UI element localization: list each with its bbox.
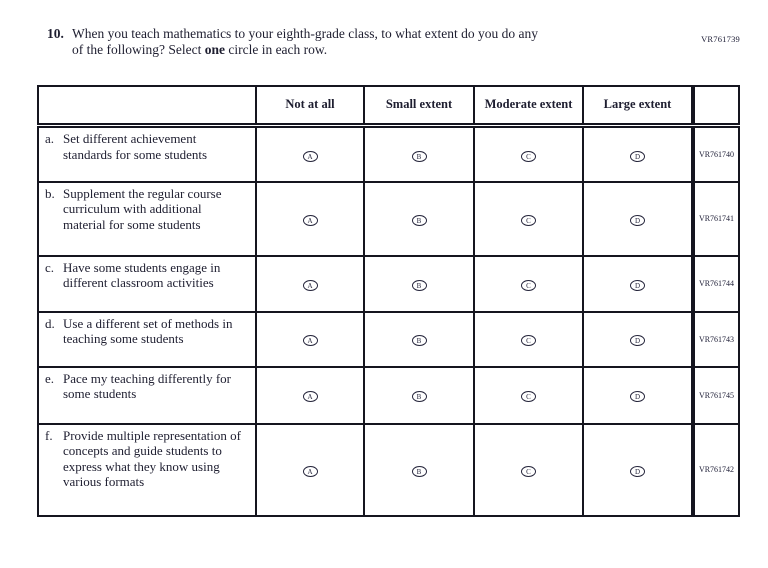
answer-circle[interactable]: D (630, 151, 645, 162)
answer-circle[interactable]: D (630, 466, 645, 477)
answer-circle[interactable]: B (412, 151, 427, 162)
answer-circle[interactable]: A (303, 280, 318, 291)
header-small-extent: Small extent (364, 86, 474, 126)
row-f-letter: f. (45, 427, 53, 443)
answer-circle[interactable]: A (303, 391, 318, 402)
answer-circle[interactable]: B (412, 335, 427, 346)
table-row-f (38, 424, 739, 516)
page-accession-code: VR761739 (701, 34, 740, 44)
answer-circle[interactable]: B (412, 280, 427, 291)
question-block (47, 26, 738, 59)
row-b-option-large-extent (583, 182, 693, 256)
header-not-at-all: Not at all (256, 86, 364, 126)
answer-circle[interactable]: C (521, 151, 536, 162)
answer-circle[interactable]: C (521, 466, 536, 477)
header-large-extent: Large extent (583, 86, 693, 126)
row-c-option-large-extent (583, 256, 693, 312)
row-e-option-large-extent (583, 367, 693, 424)
question-number: 10. (47, 26, 64, 41)
row-f-text: Provide multiple representation of concepts and guide students to express what they know using various formats (63, 427, 241, 489)
row-e-letter: e. (45, 370, 55, 386)
header-code-blank (693, 86, 739, 126)
question-bold-word: one (204, 42, 225, 58)
row-e-option-small-extent (364, 367, 474, 424)
answer-circle[interactable]: B (412, 391, 427, 402)
row-a-code: VR761740 (693, 126, 739, 182)
answer-circle[interactable]: C (521, 215, 536, 226)
row-b-option-moderate-extent (474, 182, 583, 256)
row-f-option-not-at-all (256, 424, 364, 516)
row-b-option-not-at-all (256, 182, 364, 256)
row-b-text: Supplement the regular course curriculum with additional material for some students (63, 185, 222, 232)
row-e-option-not-at-all (256, 367, 364, 424)
answer-circle[interactable]: D (630, 391, 645, 402)
row-f-option-moderate-extent (474, 424, 583, 516)
row-c-code: VR761744 (693, 256, 739, 312)
row-f-stem (38, 424, 256, 516)
row-a-option-small-extent (364, 126, 474, 182)
row-c-text: Have some students engage in different classroom activities (63, 259, 221, 291)
row-d-option-large-extent (583, 312, 693, 367)
answer-circle[interactable]: A (303, 335, 318, 346)
row-f-code: VR761742 (693, 424, 739, 516)
row-e-stem (38, 367, 256, 424)
question-text (72, 26, 538, 59)
table-row-e (38, 367, 739, 424)
row-e-code: VR761745 (693, 367, 739, 424)
row-e-text: Pace my teaching differently for some students (63, 370, 231, 402)
row-c-option-not-at-all (256, 256, 364, 312)
question-line2-pre: of the following? Select (72, 42, 205, 58)
row-c-option-small-extent (364, 256, 474, 312)
answer-circle[interactable]: C (521, 335, 536, 346)
answer-circle[interactable]: D (630, 280, 645, 291)
answer-circle[interactable]: C (521, 280, 536, 291)
row-a-option-large-extent (583, 126, 693, 182)
row-a-letter: a. (45, 131, 55, 147)
row-d-text: Use a different set of methods in teaching some students (63, 315, 233, 347)
header-moderate-extent: Moderate extent (474, 86, 583, 126)
question-line1: When you teach mathematics to your eighth-grade class, to what extent do you do any (72, 26, 538, 41)
row-c-letter: c. (45, 259, 55, 275)
table-row-a (38, 126, 739, 182)
answer-circle[interactable]: B (412, 215, 427, 226)
row-b-option-small-extent (364, 182, 474, 256)
answer-circle[interactable]: B (412, 466, 427, 477)
row-d-letter: d. (45, 315, 55, 331)
table-row-b (38, 182, 739, 256)
answer-circle[interactable]: A (303, 466, 318, 477)
row-a-option-moderate-extent (474, 126, 583, 182)
answer-circle[interactable]: C (521, 391, 536, 402)
table-row-d (38, 312, 739, 367)
header-stem-blank (38, 86, 256, 126)
answer-circle[interactable]: D (630, 215, 645, 226)
row-a-option-not-at-all (256, 126, 364, 182)
header-row (38, 86, 739, 126)
answer-circle[interactable]: A (303, 151, 318, 162)
row-c-stem (38, 256, 256, 312)
row-a-stem (38, 126, 256, 182)
row-d-option-moderate-extent (474, 312, 583, 367)
row-c-option-moderate-extent (474, 256, 583, 312)
row-b-letter: b. (45, 185, 55, 201)
row-f-option-large-extent (583, 424, 693, 516)
row-d-option-not-at-all (256, 312, 364, 367)
row-d-option-small-extent (364, 312, 474, 367)
table-row-c (38, 256, 739, 312)
question-line2-post: circle in each row. (224, 42, 328, 58)
row-a-text: Set different achievement standards for some students (63, 131, 208, 162)
row-f-option-small-extent (364, 424, 474, 516)
answer-circle[interactable]: D (630, 335, 645, 346)
row-b-code: VR761741 (693, 182, 739, 256)
row-b-stem (38, 182, 256, 256)
response-matrix-table (37, 85, 740, 517)
answer-circle[interactable]: A (303, 215, 318, 226)
row-e-option-moderate-extent (474, 367, 583, 424)
row-d-code: VR761743 (693, 312, 739, 367)
row-d-stem (38, 312, 256, 367)
